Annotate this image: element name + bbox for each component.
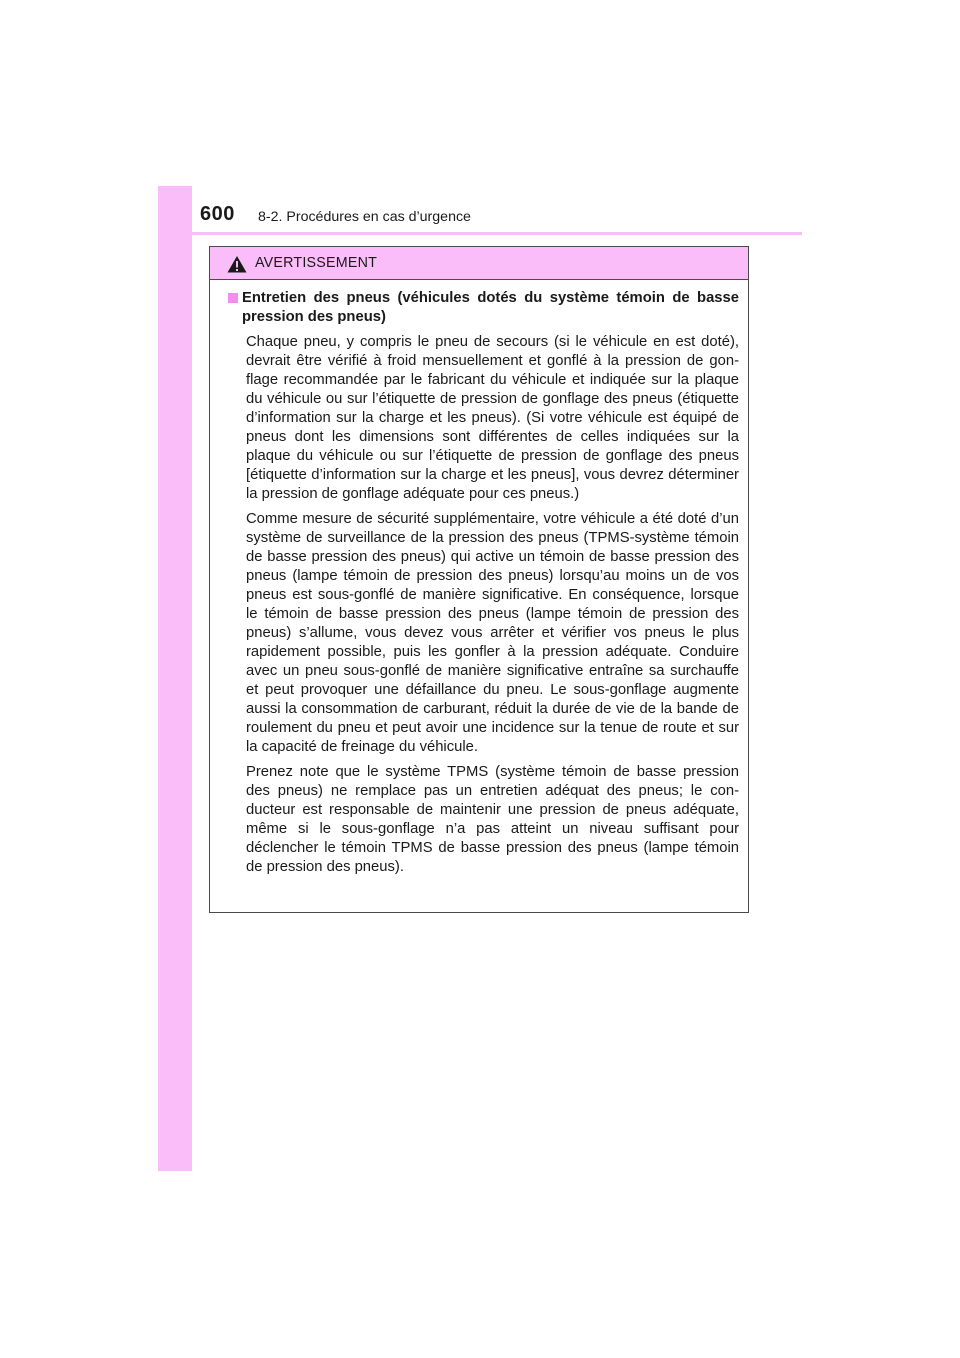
paragraph-tire-check: Chaque pneu, y compris le pneu de secours (si le véhicule en est doté), devrait être vérifié à froid mensuellement et gonflé à la pression de gonflage recommandée par le fabricant du véhicule et indiquée sur la plaque du véhicule ou sur l’étiquette de pression de gonflage des pneus (étiquette d’information sur la charge et les pneus). (Si votre véhicule est équipé de pneus dont les dimensions sont différentes de celles indiquées sur la plaque du véhicule ou sur l’étiquette de pression de gonflage des pneus [étiquette d’information sur la charge et les pneus], vous devrez déterminer la pression de gonflage adéquate pour ces pneus.) (246, 334, 739, 502)
page-number: 600 (200, 203, 235, 225)
side-tab-band (158, 186, 192, 1171)
subsection-title: Entretien des pneus (véhicules dotés du système témoin de basse pression des pneus) (242, 290, 739, 325)
header-rule (158, 232, 802, 235)
warning-header (210, 247, 748, 280)
warning-title: AVERTISSEMENT (255, 255, 378, 271)
warning-body (210, 280, 748, 877)
warning-triangle-icon (227, 255, 247, 273)
section-title: 8-2. Procédures en cas d’urgence (258, 209, 471, 225)
paragraph-tpms-description: Comme mesure de sécurité supplémentaire, votre véhicule a été doté d’un système de surveillance de la pression des pneus (TPMS-système témoin de basse pression des pneus) qui active un témoin de basse pression des pneus (lampe témoin de pression des pneus) lorsqu’au moins un de vos pneus est sous-gonflé de manière significative. En conséquence, lorsque le témoin de basse pression des pneus (lampe témoin de pression des pneus) s’allume, vous devez vous arrêter et vérifier vos pneus le plus rapidement possible, puis les gonfler à la pression adéquate. Conduire avec un pneu sous-gonflé de manière significative entraîne sa surchauffe et peut provoquer une défaillance du pneu. Le sous-gonflage augmente aussi la consommation de carburant, réduit la durée de vie de la bande de roulement du pneu et peut avoir une incidence sur la tenue de route et sur la capacité de freinage du véhicule. (246, 511, 739, 755)
warning-box (209, 246, 749, 913)
square-bullet-icon (228, 293, 238, 303)
subsection-heading (228, 289, 739, 327)
paragraph-tpms-note: Prenez note que le système TPMS (système témoin de basse pression des pneus) ne remplace pas un entretien adéquat des pneus; le conducteur est responsable de maintenir une pression de pneus adéquate, même si le sous-gonflage n’a pas atteint un niveau suffisant pour déclencher le témoin TPMS de basse pression des pneus (lampe témoin de pression des pneus). (246, 764, 739, 875)
